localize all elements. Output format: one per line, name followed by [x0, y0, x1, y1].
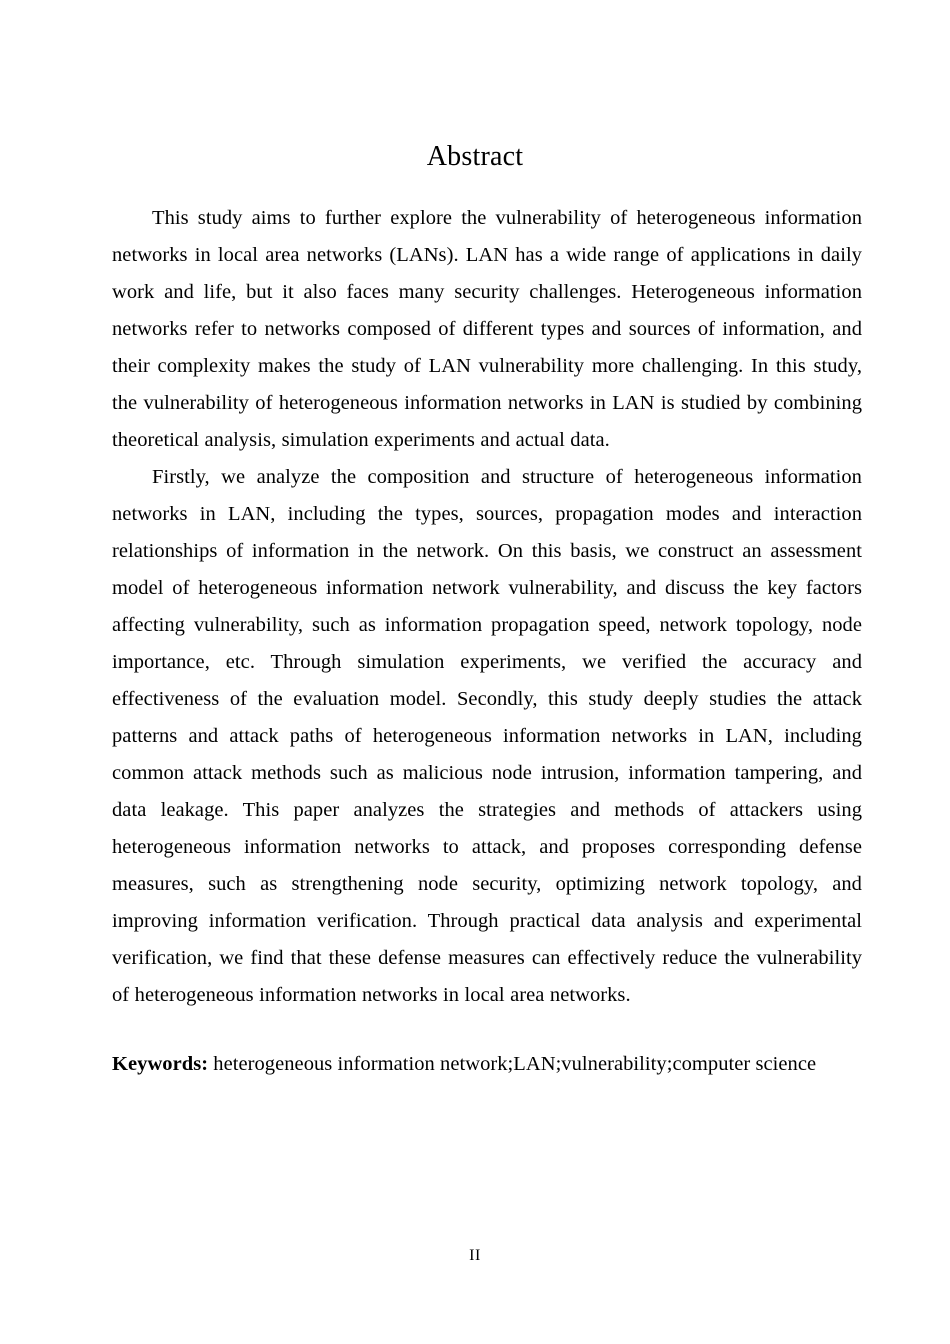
abstract-paragraph-1: This study aims to further explore the vulnerability of heterogeneous information networks in local area networks (LANs). LAN has a wide range of applications in daily work and life, but it also faces many security challenges. Heterogeneous information networks refer to networks composed of different types and sources of information, and their complexity makes the study of LAN vulnerability more challenging. In this study, the vulnerability of heterogeneous information networks in LAN is studied by combining theoretical analysis, simulation experiments and actual data.	[112, 207, 862, 451]
abstract-paragraph-2: Firstly, we analyze the composition and structure of heterogeneous information networks in LAN, including the types, sources, propagation modes and interaction relationships of information in the network. On this basis, we construct an assessment model of heterogeneous information network vulnerability, and discuss the key factors affecting vulnerability, such as information propagation speed, network topology, node importance, etc. Through simulation experiments, we verified the accuracy and effectiveness of the evaluation model. Secondly, this study deeply studies the attack patterns and attack paths of heterogeneous information networks in LAN, including common attack methods such as malicious node intrusion, information tampering, and data leakage. This paper analyzes the strategies and methods of attackers using heterogeneous information networks to attack, and proposes corresponding defense measures, such as strengthening node security, optimizing network topology, and improving information verification. Through practical data analysis and experimental verification, we find that these defense measures can effectively reduce the vulnerability of heterogeneous information networks in local area networks.	[112, 466, 862, 1006]
page-number: II	[469, 1247, 481, 1264]
abstract-body	[112, 200, 862, 1083]
keywords-line	[112, 1046, 862, 1083]
page-title: Abstract	[426, 140, 524, 172]
keywords-value: heterogeneous information network;LAN;vulnerability;computer science	[208, 1053, 817, 1075]
keywords-label: Keywords:	[112, 1053, 209, 1075]
